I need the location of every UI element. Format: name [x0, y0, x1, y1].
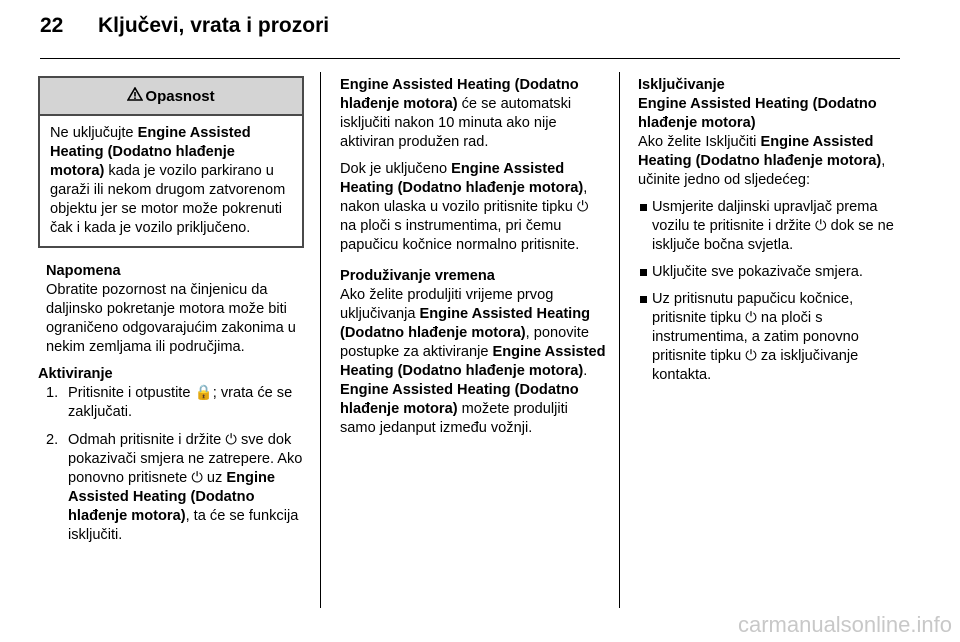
text: , nakon ulaska u vozilo pritisnite tipku ⏻ na ploči s instrumentima, pri čemu papučicu kočnice normalno pritisnite. [340, 180, 589, 253]
step-number: 1. [46, 385, 59, 401]
step-text: Pritisnite i otpustite 🔒; vrata će se zaključati. [68, 385, 293, 420]
text: , ponovite postupke za aktiviranje [340, 325, 589, 360]
page-number: 22 [40, 14, 64, 37]
note-heading: Napomena [46, 263, 121, 279]
extension-heading: Produživanje vremena [340, 268, 495, 284]
deactivation-heading: Isključivanje [638, 77, 725, 93]
bold-term: Engine Assisted Heating (Dodatno hlađenje motora) [340, 77, 579, 112]
list-item [38, 384, 304, 422]
paragraph [638, 133, 902, 190]
step-number: 2. [46, 432, 59, 448]
text: . [583, 363, 588, 379]
list-item [38, 431, 304, 545]
deactivation-subheading: Engine Assisted Heating (Dodatno hlađenje motora) [638, 96, 877, 131]
warning-text [40, 116, 302, 246]
page-header [40, 14, 329, 50]
note-block [38, 262, 304, 357]
activation-section [38, 365, 304, 545]
warning-triangle-icon [127, 87, 143, 106]
bold-term: Engine Assisted Heating (Dodatno hlađenje motora) [340, 344, 606, 379]
paragraph [340, 76, 606, 152]
text: Ako želite produljiti vrijeme prvog uključivanja [340, 287, 554, 322]
warning-header [40, 78, 302, 116]
column-3 [638, 76, 902, 393]
header-rule [40, 58, 900, 59]
bullet-square-icon [640, 269, 647, 276]
text: Dok je uključeno [340, 161, 452, 177]
column-divider-1 [320, 72, 321, 608]
bullet-square-icon [640, 296, 647, 303]
extension-section [340, 267, 606, 438]
warning-box [38, 76, 304, 248]
column-divider-2 [619, 72, 620, 608]
list-item [638, 263, 902, 282]
bold-term: Engine Assisted Heating (Dodatno hlađenje motora) [340, 382, 579, 417]
bold-term: Engine Assisted Heating (Dodatno hlađenje motora) [340, 161, 584, 196]
bullet-text: Usmjerite daljinski upravljač prema vozilu te pritisnite i držite ⏻ dok se ne isključe bočna svjetla. [652, 199, 894, 253]
deactivation-list [638, 198, 902, 385]
bold-term: Engine Assisted Heating (Dodatno hlađenje motora) [638, 134, 882, 169]
text: , učinite jedno od sljedećeg: [638, 153, 886, 188]
bullet-text: Uključite sve pokazivače smjera. [652, 264, 863, 280]
list-item [638, 290, 902, 385]
step-text-2: , ta će se funkcija isključiti. [68, 508, 299, 543]
text: Ako želite Isključiti [638, 134, 761, 150]
watermark: carmanualsonline.info [737, 612, 952, 637]
page-title: Ključevi, vrata i prozori [98, 14, 330, 37]
step-text: Odmah pritisnite i držite ⏻ sve dok pokazivači smjera ne zatrepere. Ako ponovno pritisnete ⏻ uz [68, 432, 303, 486]
bullet-square-icon [640, 204, 647, 211]
text: će se automatski isključiti nakon 10 minuta ako nije aktiviran produžen rad. [340, 96, 572, 150]
activation-steps [38, 384, 304, 545]
note-text: Obratite pozornost na činjenicu da daljinsko pokretanje motora može biti ograničeno odgovarajućim zakonima u nekim zemljama ili područjima. [46, 282, 296, 355]
bold-term: Engine Assisted Heating (Dodatno hlađenje motora) [340, 306, 591, 341]
column-2 [340, 76, 606, 438]
bullet-text: Uz pritisnutu papučicu kočnice, pritisnite tipku ⏻ na ploči s instrumentima, a zatim ponovno pritisnite tipku ⏻ za isključivanje kontakta. [652, 291, 859, 383]
list-item [638, 198, 902, 255]
text: možete produljiti samo jedanput između vožnji. [340, 401, 568, 436]
warning-heading: Opasnost [145, 87, 215, 105]
activation-heading: Aktiviranje [38, 366, 113, 382]
warning-bold-1: Engine Assisted Heating (Dodatno hlađenje motora) [50, 125, 251, 179]
paragraph [340, 160, 606, 255]
warning-text-2: kada je vozilo parkirano u garaži ili nekom drugom zatvorenom objektu jer se motor može pokrenuti čak i kada je vozilo priključeno. [50, 163, 286, 236]
column-1 [38, 76, 304, 554]
warning-text-1: Ne uključujte [50, 125, 138, 141]
step-bold: Engine Assisted Heating (Dodatno hlađenje motora) [68, 470, 276, 524]
